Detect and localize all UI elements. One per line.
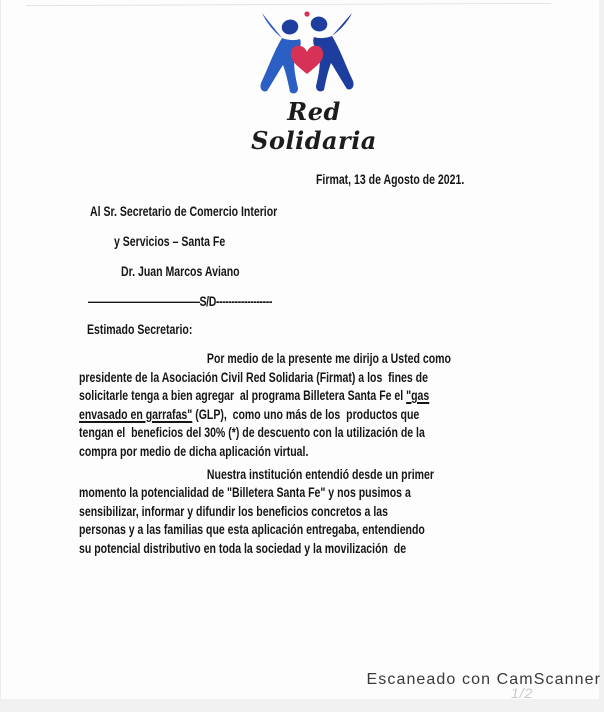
body-text: Por medio de la presente me dirijo a Usted como: [206, 351, 451, 366]
body-text: compra por medio de dicha aplicación virtual.: [79, 443, 309, 459]
org-name: Red Solidaria: [251, 97, 377, 155]
logo-top-dot: [304, 11, 309, 16]
logo-left-head: [280, 18, 300, 36]
body-line: [79, 484, 492, 503]
salutation: Estimado Secretario:: [87, 322, 193, 337]
paragraph: [79, 466, 604, 559]
body-line: [79, 521, 492, 540]
page-indicator: 1/2: [511, 685, 534, 701]
body-line: [79, 350, 492, 369]
body-line: [79, 424, 492, 443]
logo-right-head: [310, 15, 329, 32]
body-text: Nuestra institución entendió desde un primer: [206, 466, 434, 482]
body-line: [79, 387, 492, 406]
two-people-heart-logo: [251, 10, 363, 98]
date-line: Firmat, 13 de Agosto de 2021.: [316, 172, 465, 187]
body-text: (GLP), como uno más de los productos que: [192, 406, 420, 422]
body-text: personas y a las familias que esta aplicación entregaba, entendiendo: [79, 522, 425, 538]
paragraph: [79, 350, 604, 462]
recipient-line-2: y Servicios – Santa Fe: [114, 234, 226, 249]
recipient-line-1: Al Sr. Secretario de Comercio Interior: [90, 204, 278, 219]
body-text: sensibilizar, informar y difundir los beneficios concretos a las: [79, 503, 388, 519]
underlined-text: "gas: [406, 388, 430, 404]
red-solidaria-logo: [251, 10, 363, 98]
body-text: presidente de la Asociación Civil Red Solidaria (Firmat) a los fines de: [79, 369, 428, 385]
body-line: [79, 540, 492, 559]
logo-heart-icon: [291, 46, 323, 74]
body-line: [79, 369, 492, 388]
letter-body: [79, 350, 604, 559]
recipient-line-3: Dr. Juan Marcos Aviano: [121, 264, 240, 279]
body-line: [79, 503, 492, 522]
underlined-text: envasado en garrafas": [79, 406, 193, 422]
body-text: su potencial distributivo en toda la sociedad y la movilización de: [79, 540, 407, 556]
scan-edge-line: [26, 3, 551, 6]
body-text: solicitarle tenga a bien agregar al programa Billetera Santa Fe el: [79, 388, 407, 404]
body-text: momento la potencialidad de "Billetera Santa Fe" y nos pusimos a: [79, 485, 411, 501]
body-line: [79, 466, 492, 485]
body-line: [79, 443, 492, 462]
body-text: tengan el beneficios del 30% (*) de descuento con la utilización de la: [79, 425, 425, 441]
sd-line: ———————————S/D------------------: [88, 294, 273, 309]
camscanner-watermark: Escaneado con CamScanner: [366, 671, 601, 688]
body-line: [79, 406, 492, 425]
